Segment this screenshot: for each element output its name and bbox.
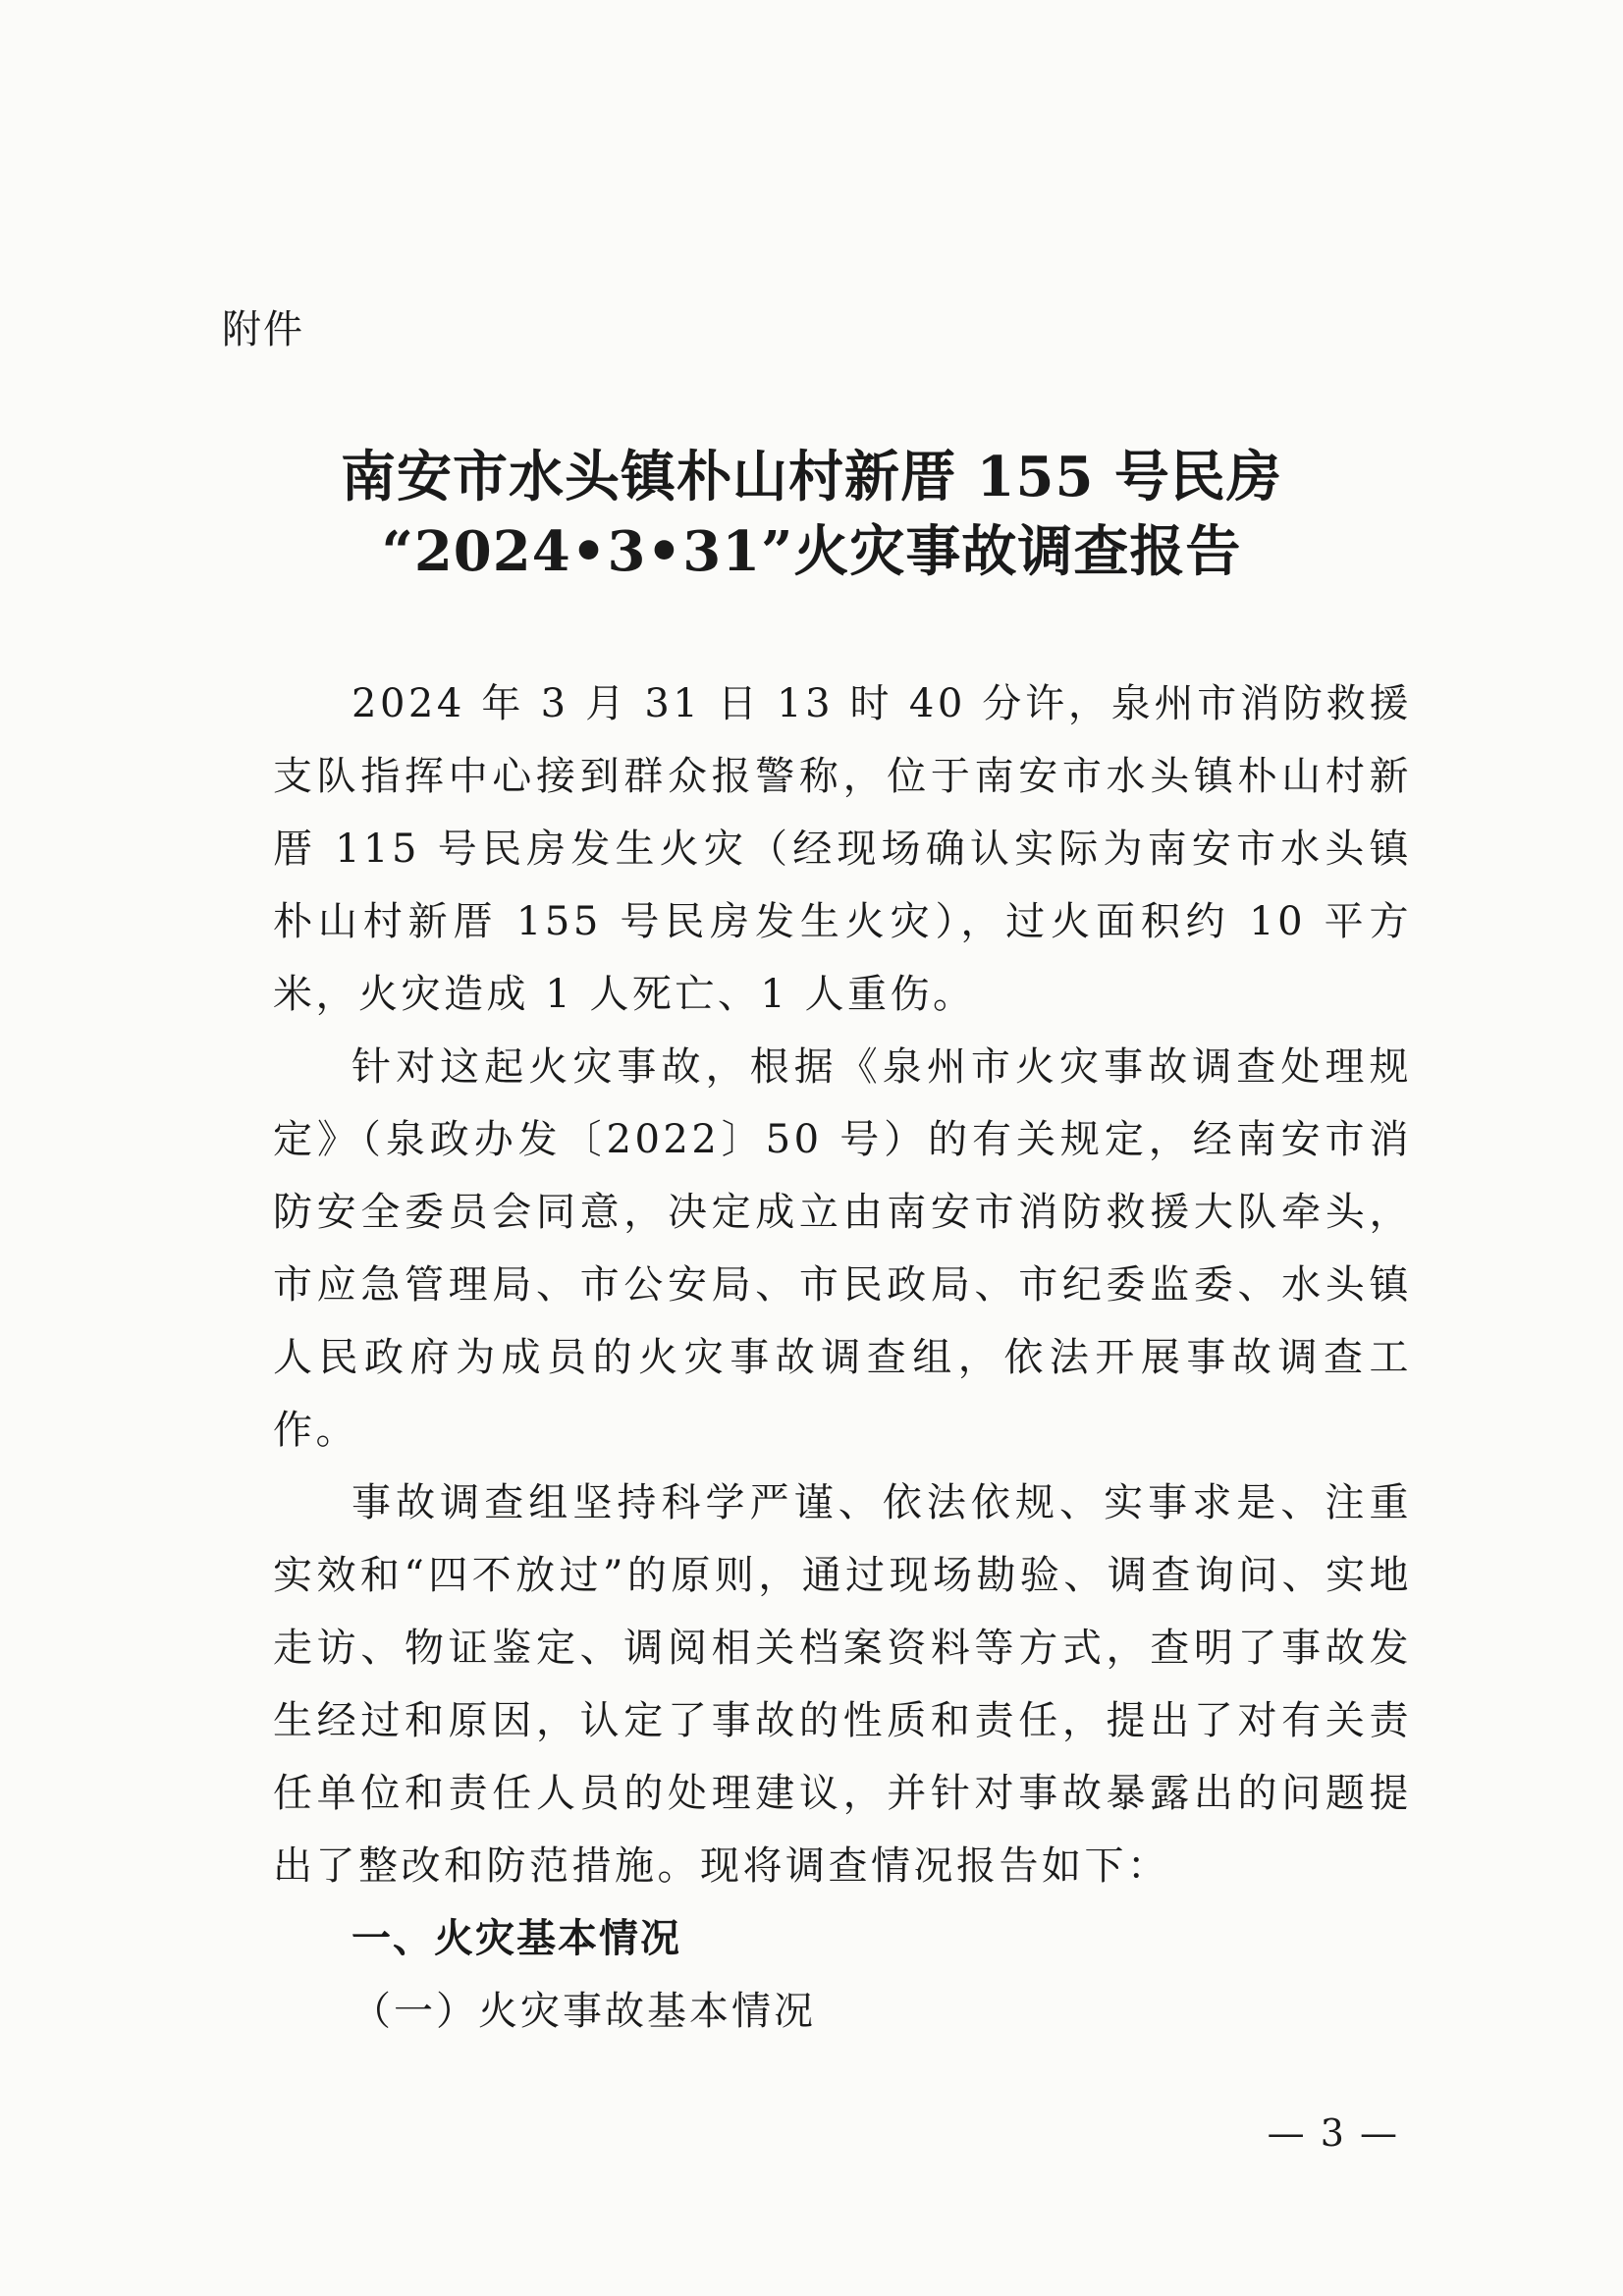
page-number: — 3 — <box>1267 2111 1399 2155</box>
paragraph-incident-summary: 2024 年 3 月 31 日 13 时 40 分许，泉州市消防救援支队指挥中心接到群众报警称，位于南安市水头镇朴山村新厝 115 号民房发生火灾（经现场确认实际为南安市水头镇朴山村新厝 155 号民房发生火灾），过火面积约 10 平方米，火灾造成 1 人死亡、1 人重伤。 <box>273 681 1412 1017</box>
report-title-line-1: 南安市水头镇朴山村新厝 155 号民房 <box>341 445 1282 509</box>
report-title <box>0 440 1623 589</box>
paragraph-investigation-principles: 事故调查组坚持科学严谨、依法依规、实事求是、注重实效和“四不放过”的原则，通过现场勘验、调查询问、实地走访、物证鉴定、调阅相关档案资料等方式，查明了事故发生经过和原因，认定了事故的性质和责任，提出了对有关责任单位和责任人员的处理建议，并针对事故暴露出的问题提出了整改和防范措施。现将调查情况报告如下： <box>273 1480 1412 1889</box>
report-title-line-2: “2024•3•31”火灾事故调查报告 <box>381 519 1242 584</box>
report-body <box>273 667 1412 2048</box>
paragraph-investigation-basis: 针对这起火灾事故，根据《泉州市火灾事故调查处理规定》（泉政办发〔2022〕50 号）的有关规定，经南安市消防安全委员会同意，决定成立由南安市消防救援大队牵头，市应急管理局、市公安局、市民政局、市纪委监委、水头镇人民政府为成员的火灾事故调查组，依法开展事故调查工作。 <box>273 1044 1412 1453</box>
section-heading-basic-info: 一、火灾基本情况 <box>352 1916 681 1961</box>
subsection-heading-incident-info: （一）火灾事故基本情况 <box>352 1989 816 2034</box>
attachment-label: 附件 <box>222 307 304 352</box>
